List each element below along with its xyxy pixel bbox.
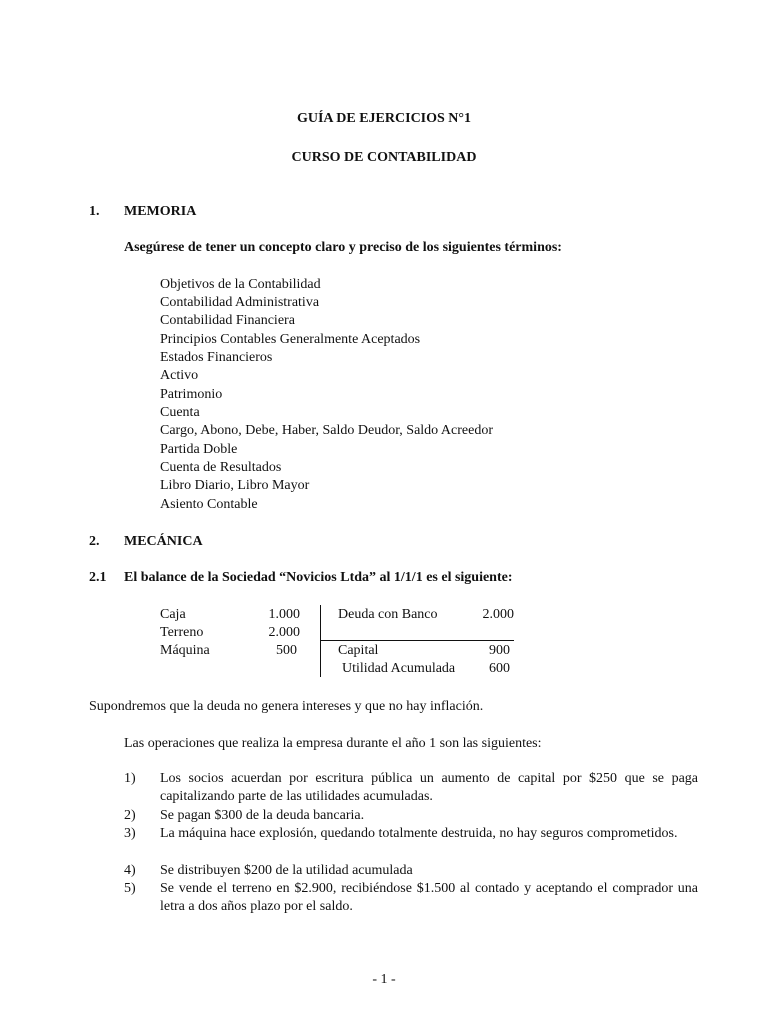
document-subtitle: CURSO DE CONTABILIDAD [291,150,477,165]
asset-value: 1.000 [268,607,300,622]
t-account-vertical-divider [320,605,321,677]
subsection-number: 2.1 [89,570,107,585]
term-item: Cuenta [160,405,200,420]
term-item: Principios Contables Generalmente Aceptados [160,332,421,347]
operation-number: 5) [124,881,136,896]
operation-text: Los socios acuerdan por escritura pública un aumento de capital por $250 que se paga capitalizando parte de las utilidades acumuladas. [160,771,698,804]
t-account-horizontal-divider [320,640,514,641]
asset-label: Caja [160,607,186,622]
operation-text: La máquina hace explosión, quedando totalmente destruida, no hay seguros comprometidos. [160,826,678,841]
term-item: Libro Diario, Libro Mayor [160,478,310,493]
asset-value: 500 [276,643,297,658]
section1-instruction: Asegúrese de tener un concepto claro y preciso de los siguientes términos: [124,240,562,255]
operation-number: 1) [124,771,136,786]
operation-text: Se vende el terreno en $2.900, recibiéndose $1.500 al contado y aceptando el comprador una letra a dos años plazo por el saldo. [160,881,698,914]
liability-value: 2.000 [482,607,514,622]
equity-label: Utilidad Acumulada [342,661,456,676]
term-item: Contabilidad Financiera [160,313,295,328]
asset-value: 2.000 [268,625,300,640]
operation-text: Se distribuyen $200 de la utilidad acumulada [160,863,413,878]
operations-intro: Las operaciones que realiza la empresa durante el año 1 son las siguientes: [124,736,542,751]
term-item: Partida Doble [160,442,238,457]
term-item: Cuenta de Resultados [160,460,282,475]
equity-label: Capital [338,643,379,658]
section2-heading: MECÁNICA [124,534,203,549]
page-number: - 1 - [372,972,396,987]
operation-number: 4) [124,863,136,878]
term-item: Estados Financieros [160,350,273,365]
operation-number: 2) [124,808,136,823]
term-item: Activo [160,368,199,383]
liability-label: Deuda con Banco [338,607,438,622]
section2-number: 2. [89,534,100,549]
equity-value: 600 [489,661,510,676]
term-item: Cargo, Abono, Debe, Haber, Saldo Deudor, Saldo Acreedor [160,423,493,438]
term-item: Patrimonio [160,387,223,402]
term-item: Contabilidad Administrativa [160,295,320,310]
section1-heading: MEMORIA [124,204,197,219]
subsection-heading: El balance de la Sociedad “Novicios Ltda” al 1/1/1 es el siguiente: [124,570,513,585]
equity-value: 900 [489,643,510,658]
assumption-text: Supondremos que la deuda no genera intereses y que no hay inflación. [89,699,484,714]
asset-label: Máquina [160,643,210,658]
term-item: Objetivos de la Contabilidad [160,277,321,292]
term-item: Asiento Contable [160,497,258,512]
section1-number: 1. [89,204,100,219]
asset-label: Terreno [160,625,204,640]
operation-number: 3) [124,826,136,841]
operation-text: Se pagan $300 de la deuda bancaria. [160,808,365,823]
document-title: GUÍA DE EJERCICIOS N°1 [296,111,472,126]
